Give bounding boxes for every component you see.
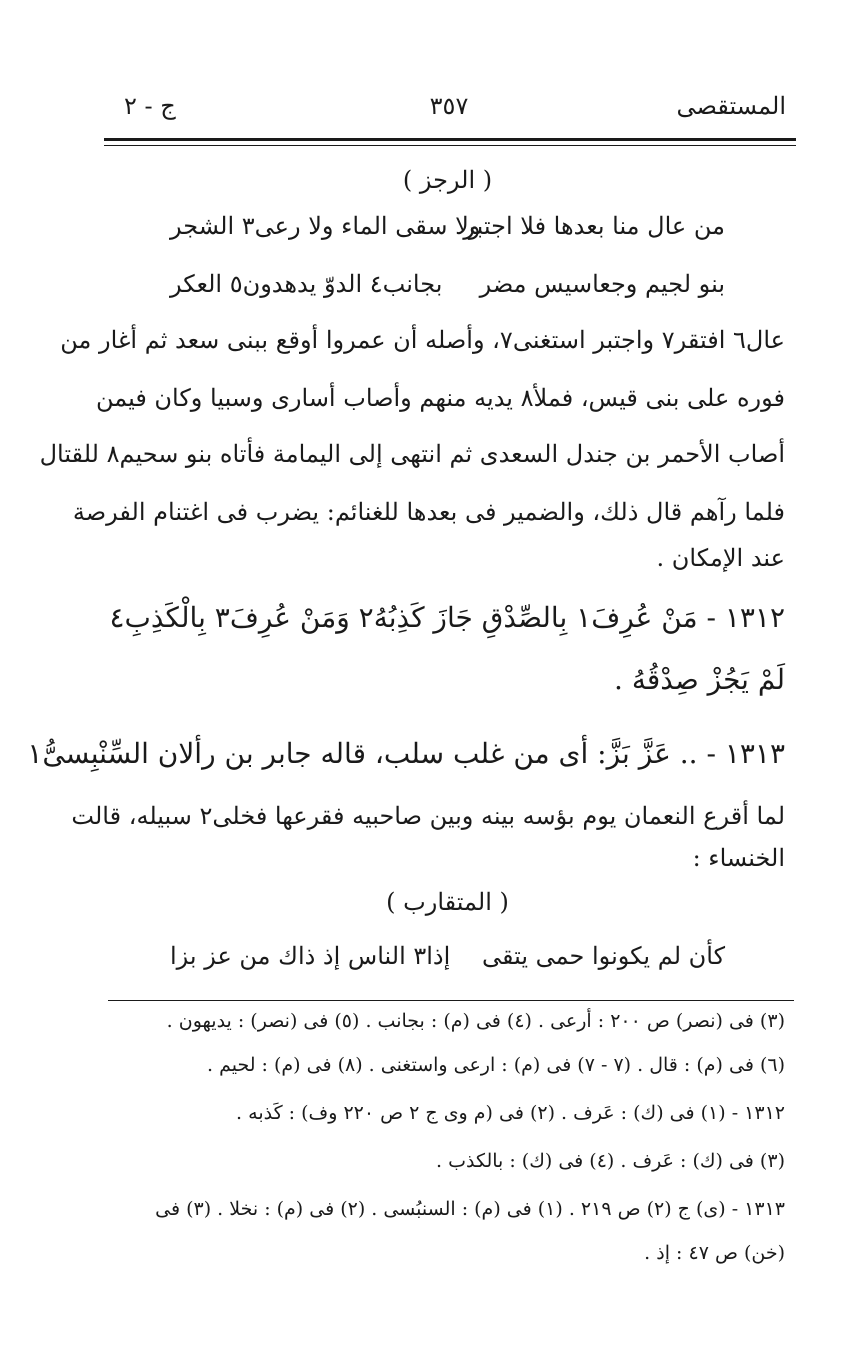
meter-label-rajaz: ( الرجز ) — [402, 166, 493, 194]
verse-1-first-hemistich: من عال منا بعدها فلا اجتبر — [463, 212, 725, 240]
prose-line: فوره على بنى قيس، فملأ٨ يديه منهم وأصاب أسارى وسبيا وكان فيمن — [95, 384, 785, 412]
header-rule-thick — [104, 138, 796, 141]
prose-line: عال٦ افتقر٧ واجتبر استغنى٧، وأصله أن عمروا أوقع ببنى سعد ثم أغار من — [60, 326, 785, 354]
prose-line: أصاب الأحمر بن جندل السعدى ثم انتهى إلى اليمامة فأتاه بنو سحيم٨ للقتال — [39, 440, 785, 468]
footnote-line: (٦) فى (م) : قال . (٧ - ٧) فى (م) : ارعى واستغنى . (٨) فى (م) : لحيم . — [206, 1054, 785, 1076]
footnote-line: (٣) فى (ك) : عَرف . (٤) فى (ك) : بالكذب . — [436, 1150, 785, 1172]
entry-1313-line-1: ١٣١٣ - .. عَزَّ بَزَّ: أى من غلب سلب، قاله جابر بن رألان السِّنْبِسىُّ١ — [27, 737, 785, 770]
running-title: المستقصى — [676, 92, 786, 120]
verse-line-3 — [110, 934, 785, 978]
prose-line: فلما رآهم قال ذلك، والضمير فى بعدها للغنائم: يضرب فى اغتنام الفرصة — [72, 498, 785, 526]
meter-label-mutaqarib: ( المتقارب ) — [386, 888, 509, 916]
verse-3-second-hemistich: إذا٣ الناس إذ ذاك من عز بزا — [170, 942, 451, 970]
page-header — [104, 86, 794, 132]
footnote-line: (٣) فى (نصر) ص ٢٠٠ : أرعى . (٤) فى (م) : بجانب . (٥) فى (نصر) : يديهون . — [166, 1010, 785, 1032]
entry-1312-line-2: لَمْ يَجُزْ صِدْقُهُ . — [614, 663, 785, 696]
entry-1313-line-3: الخنساء : — [692, 844, 785, 872]
verse-2-second-hemistich: بجانب٤ الدوّ يدهدون٥ العكر — [170, 270, 443, 298]
entry-1312-line-1: ١٣١٢ - مَنْ عُرِفَ١ بِالصِّدْقِ جَازَ كَذِبُهُ٢ وَمَنْ عُرِفَ٣ بِالْكَذِبِ٤ — [109, 601, 785, 634]
footnote-rule — [108, 1000, 794, 1001]
verse-1-second-hemistich: ولا سقى الماء ولا رعى٣ الشجر — [170, 212, 481, 240]
entry-1313-line-2: لما أقرع النعمان يوم بؤسه بينه وبين صاحبيه فقرعها فخلى٢ سبيله، قالت — [71, 802, 785, 830]
footnote-line: (خن) ص ٤٧ : إذ . — [644, 1242, 785, 1264]
verse-line-1 — [110, 204, 785, 248]
prose-line: عند الإمكان . — [656, 544, 785, 572]
footnote-line: ١٣١٢ - (١) فى (ك) : عَرف . (٢) فى (م وى ج ٢ ص ٢٢٠ وف) : كَذبه . — [236, 1102, 785, 1124]
verse-3-first-hemistich: كأن لم يكونوا حمى يتقى — [481, 942, 725, 970]
verse-line-2 — [110, 262, 785, 306]
footnote-line: ١٣١٣ - (ى) ج (٢) ص ٢١٩ . (١) فى (م) : السنبُسى . (٢) فى (م) : نخلا . (٣) فى — [155, 1198, 785, 1220]
verse-2-first-hemistich: بنو لجيم وجعاسيس مضر — [479, 270, 725, 298]
volume-label: ج - ٢ — [124, 92, 176, 120]
page-number: ٣٥٧ — [429, 92, 469, 120]
header-rule-thin — [104, 145, 796, 146]
